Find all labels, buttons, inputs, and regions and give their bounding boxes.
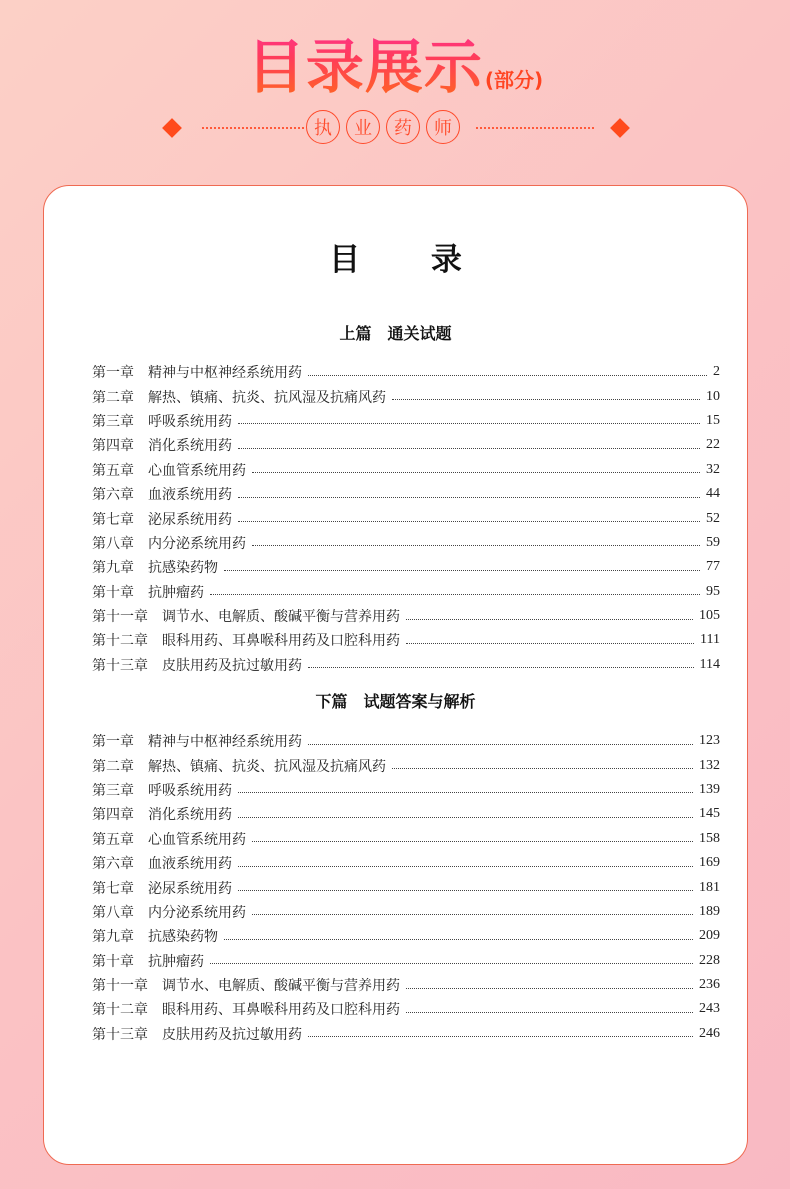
toc-entry[interactable] bbox=[92, 729, 720, 753]
toc-entry-title bbox=[92, 926, 218, 946]
chapter-name: 呼吸系统用药 bbox=[148, 413, 232, 430]
toc-entry[interactable] bbox=[92, 384, 720, 408]
toc-entry[interactable] bbox=[92, 458, 720, 482]
page-number: 123 bbox=[699, 733, 720, 749]
chapter-name: 内分泌系统用药 bbox=[148, 535, 246, 552]
page-number: 22 bbox=[706, 437, 720, 453]
chapter-number: 第六章 bbox=[92, 487, 134, 504]
toc-entry[interactable] bbox=[92, 997, 720, 1021]
chapter-name: 血液系统用药 bbox=[148, 856, 232, 873]
dot-leader bbox=[210, 963, 693, 964]
right-diamond-icon bbox=[610, 118, 630, 138]
toc-entry-title bbox=[92, 999, 400, 1019]
chapter-name: 消化系统用药 bbox=[148, 438, 232, 455]
subtitle-row bbox=[0, 108, 790, 148]
toc-title: 目 录 bbox=[329, 242, 492, 278]
chapter-name: 泌尿系统用药 bbox=[148, 511, 232, 528]
chapter-name: 抗感染药物 bbox=[148, 929, 218, 946]
dot-leader bbox=[238, 890, 693, 891]
chapter-number: 第十一章 bbox=[92, 978, 148, 995]
page-number: 236 bbox=[699, 977, 720, 993]
dot-leader bbox=[308, 744, 693, 745]
toc-entry-title bbox=[92, 411, 232, 431]
chapter-name: 泌尿系统用药 bbox=[148, 880, 232, 897]
title-note: (部分) bbox=[484, 68, 544, 92]
dot-leader bbox=[392, 399, 700, 400]
chapter-number: 第十章 bbox=[92, 584, 134, 601]
dot-leader bbox=[238, 521, 700, 522]
chapter-name: 内分泌系统用药 bbox=[148, 904, 246, 921]
page-header bbox=[0, 0, 790, 180]
page-number: 15 bbox=[706, 412, 720, 428]
chapter-number: 第九章 bbox=[92, 560, 134, 577]
page-number: 10 bbox=[706, 388, 720, 404]
chapter-number: 第十二章 bbox=[92, 633, 148, 650]
toc-entry[interactable] bbox=[92, 555, 720, 579]
dot-leader bbox=[252, 472, 700, 473]
page-number: 132 bbox=[699, 757, 720, 773]
page-number: 139 bbox=[699, 781, 720, 797]
chapter-number: 第十二章 bbox=[92, 1002, 148, 1019]
chapter-number: 第八章 bbox=[92, 535, 134, 552]
toc-entry[interactable] bbox=[92, 753, 720, 777]
toc-entry[interactable] bbox=[92, 628, 720, 652]
chapter-number: 第十一章 bbox=[92, 609, 148, 626]
chapter-number: 第八章 bbox=[92, 904, 134, 921]
page-number: 32 bbox=[706, 461, 720, 477]
dot-leader bbox=[238, 866, 693, 867]
chapter-number: 第九章 bbox=[92, 929, 134, 946]
page-number: 243 bbox=[699, 1001, 720, 1017]
dot-leader bbox=[238, 448, 700, 449]
toc-entry[interactable] bbox=[92, 900, 720, 924]
page-number: 158 bbox=[699, 830, 720, 846]
toc-entry-title bbox=[92, 951, 204, 971]
page-number: 209 bbox=[699, 928, 720, 944]
toc-entry[interactable] bbox=[92, 531, 720, 555]
title-block bbox=[0, 20, 790, 104]
page-number: 114 bbox=[699, 656, 720, 672]
chapter-name: 消化系统用药 bbox=[148, 807, 232, 824]
toc-entry[interactable] bbox=[92, 827, 720, 851]
chapter-name: 解热、镇痛、抗炎、抗风湿及抗痛风药 bbox=[148, 389, 386, 406]
dot-leader bbox=[252, 841, 693, 842]
dot-leader bbox=[252, 914, 693, 915]
page-number: 189 bbox=[699, 903, 720, 919]
chapter-number: 第七章 bbox=[92, 880, 134, 897]
toc-entry-title bbox=[92, 582, 204, 602]
subtitle-char-2: 业 bbox=[346, 110, 380, 144]
chapter-number: 第二章 bbox=[92, 758, 134, 775]
toc-entry-title bbox=[92, 557, 218, 577]
right-dotted-line bbox=[476, 127, 594, 129]
toc-card bbox=[43, 185, 748, 1165]
page-title: 目录展示 bbox=[247, 20, 483, 104]
page-number: 44 bbox=[706, 486, 720, 502]
chapter-name: 皮肤用药及抗过敏用药 bbox=[162, 1026, 302, 1043]
dot-leader bbox=[406, 619, 693, 620]
chapter-name: 解热、镇痛、抗炎、抗风湿及抗痛风药 bbox=[148, 758, 386, 775]
part1-list bbox=[92, 360, 720, 677]
toc-entry[interactable] bbox=[92, 1022, 720, 1046]
chapter-number: 第四章 bbox=[92, 807, 134, 824]
toc-entry[interactable] bbox=[92, 653, 720, 677]
toc-entry-title bbox=[92, 387, 386, 407]
part2-title: 下篇 试题答案与解析 bbox=[315, 692, 476, 711]
toc-entry[interactable] bbox=[92, 875, 720, 899]
left-dotted-line bbox=[202, 127, 304, 129]
toc-entry[interactable] bbox=[92, 409, 720, 433]
page-number: 77 bbox=[706, 559, 720, 575]
toc-entry-title bbox=[92, 484, 232, 504]
dot-leader bbox=[308, 375, 707, 376]
chapter-number: 第五章 bbox=[92, 831, 134, 848]
toc-entry[interactable] bbox=[92, 949, 720, 973]
subtitle-char-4: 师 bbox=[426, 110, 460, 144]
page-number: 246 bbox=[699, 1025, 720, 1041]
chapter-name: 抗肿瘤药 bbox=[148, 584, 204, 601]
chapter-name: 精神与中枢神经系统用药 bbox=[148, 365, 302, 382]
toc-entry-title bbox=[92, 780, 232, 800]
toc-entry[interactable] bbox=[92, 851, 720, 875]
part1-title: 上篇 通关试题 bbox=[339, 324, 452, 343]
dot-leader bbox=[238, 792, 693, 793]
page-number: 105 bbox=[699, 608, 720, 624]
chapter-name: 精神与中枢神经系统用药 bbox=[148, 734, 302, 751]
chapter-number: 第一章 bbox=[92, 365, 134, 382]
toc-entry-title bbox=[92, 804, 232, 824]
page-number: 2 bbox=[713, 364, 720, 380]
chapter-number: 第三章 bbox=[92, 782, 134, 799]
chapter-number: 第三章 bbox=[92, 413, 134, 430]
part2-list bbox=[92, 729, 720, 1046]
dot-leader bbox=[308, 1036, 693, 1037]
chapter-name: 心血管系统用药 bbox=[148, 831, 246, 848]
chapter-name: 调节水、电解质、酸碱平衡与营养用药 bbox=[162, 609, 400, 626]
page-number: 52 bbox=[706, 510, 720, 526]
toc-entry[interactable] bbox=[92, 778, 720, 802]
chapter-name: 眼科用药、耳鼻喉科用药及口腔科用药 bbox=[162, 633, 400, 650]
toc-entry-title bbox=[92, 902, 246, 922]
toc-entry-title bbox=[92, 606, 400, 626]
dot-leader bbox=[238, 497, 700, 498]
chapter-name: 皮肤用药及抗过敏用药 bbox=[162, 657, 302, 674]
chapter-name: 抗肿瘤药 bbox=[148, 953, 204, 970]
chapter-name: 呼吸系统用药 bbox=[148, 782, 232, 799]
chapter-name: 血液系统用药 bbox=[148, 487, 232, 504]
toc-entry-title bbox=[92, 975, 400, 995]
page-number: 111 bbox=[700, 632, 720, 648]
dot-leader bbox=[406, 1012, 693, 1013]
chapter-number: 第十三章 bbox=[92, 657, 148, 674]
toc-entry-title bbox=[92, 533, 246, 553]
toc-entry[interactable] bbox=[92, 924, 720, 948]
toc-entry-title bbox=[92, 829, 246, 849]
toc-entry-title bbox=[92, 878, 232, 898]
chapter-number: 第十章 bbox=[92, 953, 134, 970]
toc-entry-title bbox=[92, 756, 386, 776]
chapter-name: 眼科用药、耳鼻喉科用药及口腔科用药 bbox=[162, 1002, 400, 1019]
chapter-number: 第五章 bbox=[92, 462, 134, 479]
dot-leader bbox=[238, 423, 700, 424]
dot-leader bbox=[238, 817, 693, 818]
toc-entry-title bbox=[92, 853, 232, 873]
dot-leader bbox=[406, 643, 694, 644]
subtitle-circles bbox=[306, 110, 460, 144]
toc-entry[interactable] bbox=[92, 433, 720, 457]
toc-entry[interactable] bbox=[92, 482, 720, 506]
chapter-number: 第一章 bbox=[92, 734, 134, 751]
toc-entry-title bbox=[92, 630, 400, 650]
page-number: 59 bbox=[706, 534, 720, 550]
toc-entry-title bbox=[92, 362, 302, 382]
dot-leader bbox=[392, 768, 693, 769]
chapter-name: 抗感染药物 bbox=[148, 560, 218, 577]
chapter-name: 调节水、电解质、酸碱平衡与营养用药 bbox=[162, 978, 400, 995]
dot-leader bbox=[210, 594, 700, 595]
subtitle-char-3: 药 bbox=[386, 110, 420, 144]
chapter-number: 第六章 bbox=[92, 856, 134, 873]
chapter-number: 第二章 bbox=[92, 389, 134, 406]
toc-entry[interactable] bbox=[92, 506, 720, 530]
toc-entry-title bbox=[92, 460, 246, 480]
chapter-name: 心血管系统用药 bbox=[148, 462, 246, 479]
toc-entry-title bbox=[92, 655, 302, 675]
toc-entry[interactable] bbox=[92, 360, 720, 384]
toc-entry[interactable] bbox=[92, 580, 720, 604]
dot-leader bbox=[224, 939, 693, 940]
toc-entry-title bbox=[92, 435, 232, 455]
page-number: 95 bbox=[706, 583, 720, 599]
toc-entry-title bbox=[92, 509, 232, 529]
chapter-number: 第十三章 bbox=[92, 1026, 148, 1043]
chapter-number: 第七章 bbox=[92, 511, 134, 528]
page-number: 228 bbox=[699, 952, 720, 968]
chapter-number: 第四章 bbox=[92, 438, 134, 455]
toc-entry[interactable] bbox=[92, 604, 720, 628]
dot-leader bbox=[406, 988, 693, 989]
left-diamond-icon bbox=[162, 118, 182, 138]
toc-entry-title bbox=[92, 1024, 302, 1044]
page-number: 181 bbox=[699, 879, 720, 895]
dot-leader bbox=[252, 545, 700, 546]
toc-entry[interactable] bbox=[92, 973, 720, 997]
dot-leader bbox=[224, 570, 700, 571]
page-number: 169 bbox=[699, 855, 720, 871]
toc-entry-title bbox=[92, 731, 302, 751]
page-number: 145 bbox=[699, 806, 720, 822]
subtitle-char-1: 执 bbox=[306, 110, 340, 144]
toc-entry[interactable] bbox=[92, 802, 720, 826]
dot-leader bbox=[308, 667, 694, 668]
